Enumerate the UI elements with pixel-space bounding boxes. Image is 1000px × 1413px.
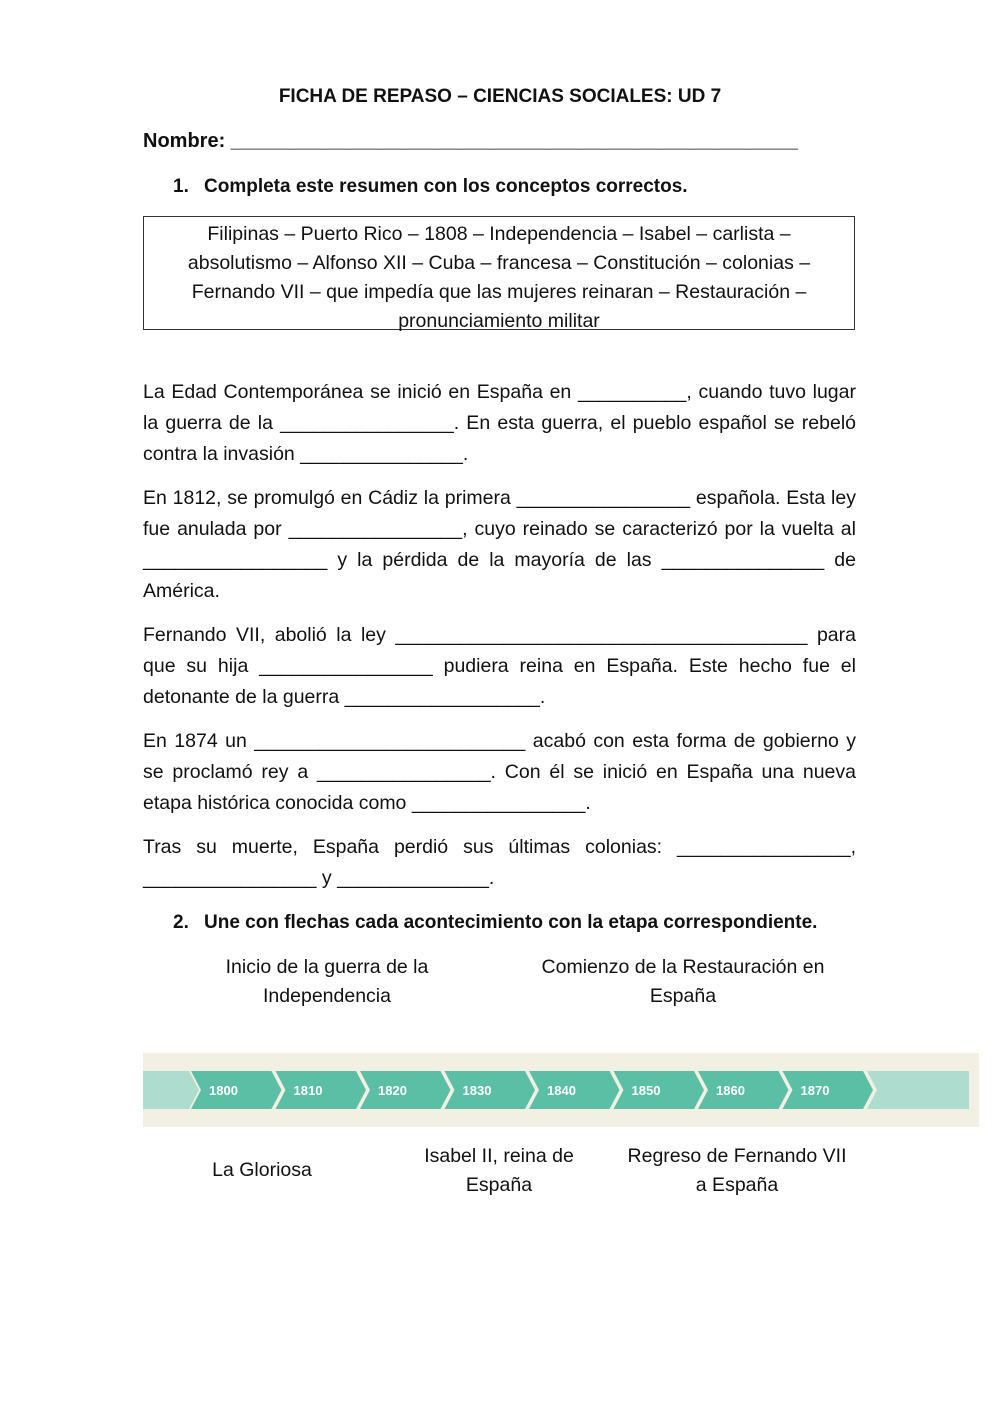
- word-bank-line: Fernando VII – que impedía que las mujeres reinaran – Restauración –: [191, 281, 807, 303]
- timeline-year-label: 1840: [547, 1083, 576, 1098]
- summary-paragraph-3[interactable]: Fernando VII, abolió la ley ______________________________________ para que su hija ________________ pudiera reina en España. Este hecho fue el detonante de la guerra __________________.: [143, 624, 856, 708]
- exercise-1-number: 1.: [173, 176, 189, 197]
- exercise-2-instruction: Une con flechas cada acontecimiento con la etapa correspondiente.: [204, 912, 818, 933]
- timeline-year-label: 1860: [716, 1083, 745, 1098]
- word-bank-line: Filipinas – Puerto Rico – 1808 – Independencia – Isabel – carlista –: [207, 223, 791, 245]
- word-bank-line: absolutismo – Alfonso XII – Cuba – francesa – Constitución – colonias –: [187, 252, 811, 274]
- timeline-arrows: [143, 1053, 979, 1127]
- summary-paragraph-2[interactable]: En 1812, se promulgó en Cádiz la primera ________________ española. Esta ley fue anulada por ________________, cuyo reinado se caracterizó por la vuelta al _________________ y la pérdida de la mayoría de las _______________ de América.: [143, 487, 856, 602]
- summary-paragraph-4[interactable]: En 1874 un _________________________ acabó con esta forma de gobierno y se proclamó rey a ________________. Con él se inició en España una nueva etapa histórica conocida como ________________.: [143, 730, 856, 814]
- summary-paragraph-1[interactable]: La Edad Contemporánea se inició en España en __________, cuando tuvo lugar la guerra de la ________________. En esta guerra, el pueblo español se rebeló contra la invasión _______________.: [143, 381, 856, 465]
- word-bank-line: pronunciamiento militar: [398, 310, 600, 332]
- exercise-2-number: 2.: [173, 912, 189, 933]
- exercise-2-heading: [173, 912, 817, 934]
- timeline-tail-segment: [867, 1071, 969, 1109]
- timeline: [143, 1053, 979, 1127]
- page-title: FICHA DE REPASO – CIENCIAS SOCIALES: UD 7: [278, 86, 722, 107]
- timeline-year-label: 1820: [378, 1083, 407, 1098]
- timeline-year-label: 1850: [631, 1083, 661, 1098]
- event-label-independence[interactable]: Inicio de la guerra de la Independencia: [225, 956, 429, 1007]
- timeline-year-label: 1800: [209, 1083, 238, 1098]
- event-label-la-gloriosa[interactable]: La Gloriosa: [212, 1159, 312, 1181]
- event-label-fernando-vii[interactable]: Regreso de Fernando VII a España: [627, 1145, 847, 1196]
- event-label-isabel-ii[interactable]: Isabel II, reina de España: [424, 1145, 574, 1196]
- timeline-lead-segment: [143, 1071, 199, 1109]
- timeline-year-label: 1810: [293, 1083, 323, 1098]
- word-bank-box: [143, 216, 855, 330]
- name-field[interactable]: Nombre: ___________________________________________________: [143, 130, 799, 152]
- event-label-restauracion[interactable]: Comienzo de la Restauración en España: [541, 956, 825, 1007]
- timeline-year-label: 1830: [462, 1083, 492, 1098]
- exercise-1-heading: [173, 176, 688, 198]
- exercise-1-instruction: Completa este resumen con los conceptos correctos.: [204, 176, 688, 197]
- timeline-year-label: 1870: [800, 1083, 830, 1098]
- summary-paragraph-5[interactable]: Tras su muerte, España perdió sus últimas colonias: ________________, ________________ y ______________.: [143, 836, 856, 889]
